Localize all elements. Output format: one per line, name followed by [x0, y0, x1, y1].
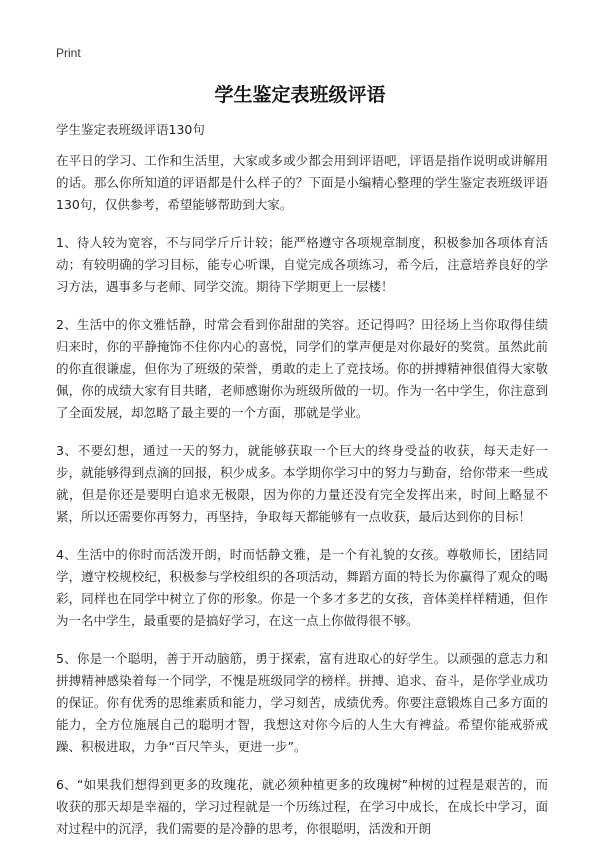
comment-paragraph-2: 2、生活中的你文雅恬静，时常会看到你甜甜的笑容。还记得吗？田径场上当你取得佳绩归来时，你的平静掩饰不住你内心的喜悦，同学们的掌声便是对你最好的奖赏。虽然此前的你直很谦虚，但你为了班级的荣誉，勇敢的走上了竞技场。你的拼搏精神很值得大家敬佩，你的成绩大家有目共睹，老师感谢你为班级所做的一切。作为一名中学生，你注意到了全面发展，却忽略了最主要的一个方面，那就是学业。	[56, 317, 548, 420]
intro-paragraph: 在平日的学习、工作和生活里，大家或多或少都会用到评语吧，评语是指作说明或讲解用的话。那么你所知道的评语都是什么样子的？下面是小编精心整理的学生鉴定表班级评语130句，仅供参考，希望能够帮助到大家。	[56, 153, 548, 212]
comment-paragraph-5: 5、你是一个聪明，善于开动脑筋，勇于探索，富有进取心的好学生。以顽强的意志力和拼搏精神感染着每一个同学，不愧是班级同学的榜样。拼搏、追求、奋斗，是你学业成功的保证。你有优秀的思维素质和能力，学习刻苦，成绩优秀。你要注意锻炼自己多方面的能力，全方位施展自己的聪明才智，我想这对你今后的人生大有裨益。希望你能戒骄戒躁、积极进取，力争“百尺竿头，更进一步”。	[56, 651, 548, 754]
print-link[interactable]: Print	[56, 46, 81, 60]
comment-paragraph-3: 3、不要幻想，通过一天的努力，就能够获取一个巨大的终身受益的收获，每天走好一步，就能够得到点滴的回报，积少成多。本学期你学习中的努力与勤奋，给你带来一些成就，但是你还是要明白追求无极限，因为你的力量还没有完全发挥出来，时间上略显不紧，所以还需要你再努力，再坚持，争取每天都能够有一点收获，最后达到你的目标！	[56, 443, 548, 524]
comment-paragraph-4: 4、生活中的你时而活泼开朗，时而恬静文雅，是一个有礼貌的女孩。尊敬师长，团结同学，遵守校规校纪，积极参与学校组织的各项活动，舞蹈方面的特长为你赢得了观众的喝彩，同样也在同学中树立了你的形象。你是一个多才多艺的女孩，音体美样样精通，但作为一名中学生，最重要的是搞好学习，在这一点上你做得很不够。	[56, 547, 548, 628]
comment-paragraph-6: 6、“如果我们想得到更多的玫瑰花，就必须种植更多的玫瑰树”种树的过程是艰苦的，而收获的那天却是幸福的，学习过程就是一个历练过程，在学习中成长，在成长中学习，面对过程中的沉浮，我们需要的是冷静的思考，你很聪明，活泼和开朗	[56, 777, 548, 836]
article-body	[56, 150, 548, 856]
page-title: 学生鉴定表班级评语	[214, 84, 386, 106]
comment-paragraph-1: 1、待人较为宽容，不与同学斤斤计较；能严格遵守各项规章制度，积极参加各项体育活动；有较明确的学习目标，能专心听课，自觉完成各项练习，希今后，注意培养良好的学习方法，遇事多与老师、同学交流。期待下学期更上一层楼！	[56, 235, 548, 294]
subtitle: 学生鉴定表班级评语130句	[56, 122, 205, 137]
